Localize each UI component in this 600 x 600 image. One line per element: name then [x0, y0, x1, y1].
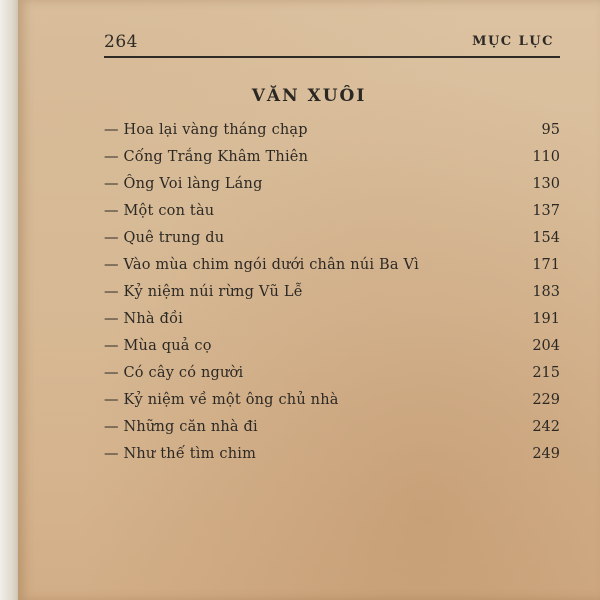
toc-entry-page: 242	[532, 419, 560, 435]
toc-entry-page: 215	[532, 365, 560, 381]
header-rule	[104, 56, 560, 58]
toc-entry	[104, 257, 560, 284]
toc-entry	[104, 122, 560, 149]
toc-entry	[104, 149, 560, 176]
toc-entry-title: — Nhà đồi	[104, 311, 183, 327]
page-number: 264	[104, 32, 138, 52]
running-header: MỤC LỤC	[472, 34, 554, 49]
toc-entry-title: — Quê trung du	[104, 230, 225, 246]
toc-entry-title: — Kỷ niệm núi rừng Vũ Lễ	[104, 284, 303, 300]
toc-entry-page: 204	[532, 338, 560, 354]
toc-entry-page: 249	[532, 446, 560, 462]
book-page	[18, 0, 600, 600]
toc-entry	[104, 203, 560, 230]
toc-entry-title: — Mùa quả cọ	[104, 338, 212, 354]
toc-entry-page: 110	[532, 149, 560, 165]
toc-entry	[104, 284, 560, 311]
toc-entry	[104, 230, 560, 257]
toc-entry-page: 137	[532, 203, 560, 219]
toc-entry-page: 191	[532, 311, 560, 327]
toc-entry-title: — Kỷ niệm về một ông chủ nhà	[104, 392, 339, 408]
toc-entry	[104, 176, 560, 203]
toc-entry-page: 95	[541, 122, 560, 138]
toc-entry-page: 130	[532, 176, 560, 192]
toc-entry-page: 171	[532, 257, 560, 273]
toc-entry-title: — Có cây có người	[104, 365, 244, 381]
toc-entry	[104, 311, 560, 338]
toc-entry-title: — Vào mùa chim ngói dưới chân núi Ba Vì	[104, 257, 420, 273]
toc-entry	[104, 338, 560, 365]
toc-entry-page: 154	[532, 230, 560, 246]
toc-entry	[104, 446, 560, 473]
table-of-contents	[104, 122, 560, 473]
toc-entry-title: — Như thế tìm chim	[104, 446, 257, 462]
toc-entry-title: — Một con tàu	[104, 203, 215, 219]
toc-entry-page: 183	[532, 284, 560, 300]
toc-entry-page: 229	[532, 392, 560, 408]
toc-entry	[104, 419, 560, 446]
toc-entry	[104, 365, 560, 392]
toc-entry-title: — Những căn nhà đi	[104, 419, 258, 435]
section-title: VĂN XUÔI	[251, 86, 367, 106]
toc-entry-title: — Hoa lại vàng tháng chạp	[104, 122, 308, 138]
toc-entry	[104, 392, 560, 419]
toc-entry-title: — Cống Trắng Khâm Thiên	[104, 149, 309, 165]
toc-entry-title: — Ông Voi làng Láng	[104, 176, 263, 192]
